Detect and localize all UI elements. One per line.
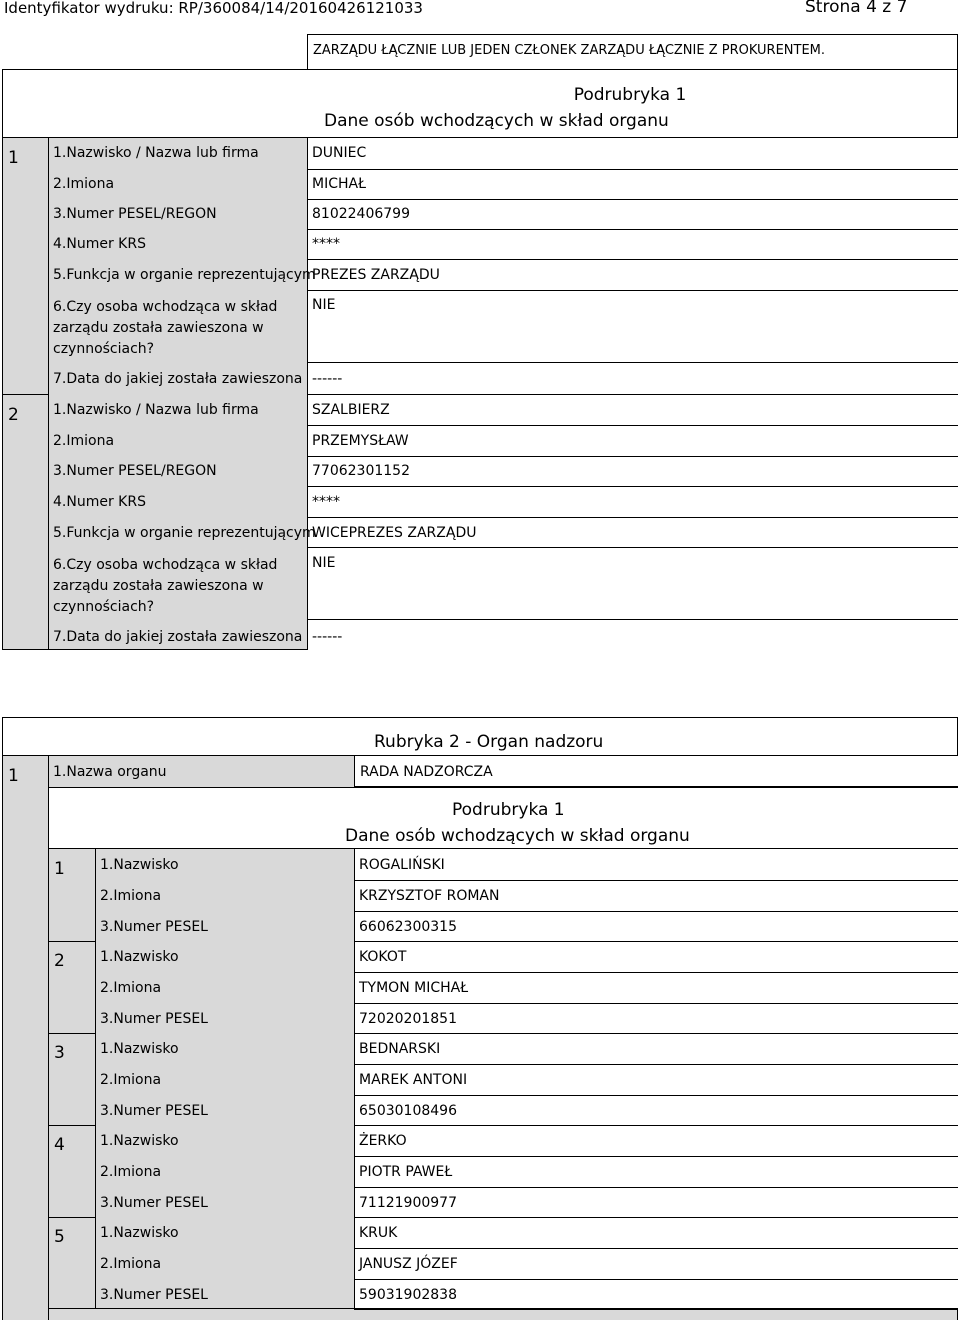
person-2-suspended-cell	[307, 547, 958, 620]
person-2-krs: ****	[312, 494, 340, 510]
top-note-box	[307, 34, 958, 70]
member-4-surname: ŻERKO	[359, 1133, 407, 1149]
member-2-pesel: 72020201851	[359, 1011, 457, 1027]
member-3-pesel: 65030108496	[359, 1103, 457, 1119]
member-3-surname-cell	[354, 1033, 958, 1065]
members-list	[49, 849, 958, 1309]
section1-person-divider	[3, 394, 49, 395]
person-1-krs-label: 4.Numer KRS	[53, 236, 146, 252]
member-5-surname: KRUK	[359, 1225, 398, 1241]
member-1-first_names-label: 2.Imiona	[100, 888, 162, 904]
person-1-krs: ****	[312, 236, 340, 252]
member-divider	[49, 1217, 96, 1218]
member-4-first_names: PIOTR PAWEŁ	[359, 1164, 453, 1180]
member-2-number: 2	[54, 951, 65, 971]
person-2-name: SZALBIERZ	[312, 402, 390, 418]
person-1-firstnames-label: 2.Imiona	[53, 176, 115, 192]
person-2-krs-cell	[307, 486, 958, 518]
member-3-first_names-label: 2.Imiona	[100, 1072, 162, 1088]
member-1-number: 1	[54, 859, 65, 879]
person-2-krs-label: 4.Numer KRS	[53, 494, 146, 510]
member-1-pesel: 66062300315	[359, 919, 457, 935]
section1-subtitle-2: Dane osób wchodzących w skład organu	[324, 111, 669, 131]
person-1-until-label: 7.Data do jakiej została zawieszona	[53, 371, 303, 387]
member-3-first_names: MAREK ANTONI	[359, 1072, 468, 1088]
person-1-pesel: 81022406799	[312, 206, 410, 222]
section2-header	[3, 718, 957, 756]
organ-name: RADA NADZORCZA	[360, 764, 493, 780]
person-2-function-label: 5.Funkcja w organie reprezentującym	[53, 525, 316, 541]
section1-subtitle-1: Podrubryka 1	[573, 85, 687, 105]
member-5-surname-label: 1.Nazwisko	[100, 1225, 179, 1241]
person-2-name-cell	[307, 394, 958, 426]
member-4-pesel-label: 3.Numer PESEL	[100, 1195, 208, 1211]
person-1-function: PREZES ZARZĄDU	[312, 267, 440, 283]
page-number: Strona 4 z 7	[805, 0, 908, 17]
person-2-number: 2	[8, 405, 19, 425]
member-4-first_names-label: 2.Imiona	[100, 1164, 162, 1180]
person-1-pesel-label: 3.Numer PESEL/REGON	[53, 206, 217, 222]
member-4-surname-cell	[354, 1125, 958, 1157]
person-1-firstnames: MICHAŁ	[312, 176, 366, 192]
section2-title: Rubryka 2 - Organ nadzoru	[374, 732, 604, 752]
member-2-surname-cell	[354, 941, 958, 973]
member-divider	[49, 941, 96, 942]
member-1-surname-label: 1.Nazwisko	[100, 857, 179, 873]
person-1-firstnames-cell	[307, 169, 958, 200]
section2-subheader	[49, 787, 958, 849]
member-2-surname: KOKOT	[359, 949, 407, 965]
section2-subtitle-2: Dane osób wchodzących w skład organu	[345, 826, 690, 846]
person-2-until-cell	[307, 619, 958, 650]
person-1-until-cell	[307, 362, 958, 395]
person-2-name-label: 1.Nazwisko / Nazwa lub firma	[53, 402, 259, 418]
member-2-pesel-label: 3.Numer PESEL	[100, 1011, 208, 1027]
member-3-surname-label: 1.Nazwisko	[100, 1041, 179, 1057]
member-1-first_names: KRZYSZTOF ROMAN	[359, 888, 500, 904]
person-1-until: ------	[312, 371, 343, 387]
member-4-pesel: 71121900977	[359, 1195, 457, 1211]
person-1-name-cell	[307, 138, 958, 170]
person-1-krs-cell	[307, 229, 958, 260]
person-2-firstnames: PRZEMYSŁAW	[312, 433, 409, 449]
person-1-name: DUNIEC	[312, 145, 367, 161]
members-bottom-border	[49, 1308, 958, 1309]
person-1-name-label: 1.Nazwisko / Nazwa lub firma	[53, 145, 259, 161]
person-1-suspended-cell	[307, 290, 958, 363]
member-3-surname: BEDNARSKI	[359, 1041, 441, 1057]
section2-number: 1	[8, 766, 19, 786]
organ-name-label: 1.Nazwa organu	[53, 764, 167, 780]
member-divider	[49, 1125, 96, 1126]
print-identifier: Identyfikator wydruku: RP/360084/14/20160426121033	[4, 0, 423, 17]
member-1-surname: ROGALIŃSKI	[359, 857, 445, 873]
member-3-pesel-label: 3.Numer PESEL	[100, 1103, 208, 1119]
person-1-number: 1	[8, 148, 19, 168]
member-4-number: 4	[54, 1135, 65, 1155]
member-5-first_names: JANUSZ JÓZEF	[359, 1256, 458, 1272]
person-2-until-label: 7.Data do jakiej została zawieszona	[53, 629, 303, 645]
top-note-text: ZARZĄDU ŁĄCZNIE LUB JEDEN CZŁONEK ZARZĄDU ŁĄCZNIE Z PROKURENTEM.	[313, 43, 826, 58]
member-5-pesel-label: 3.Numer PESEL	[100, 1287, 208, 1303]
member-3-number: 3	[54, 1043, 65, 1063]
person-2-pesel: 77062301152	[312, 463, 410, 479]
member-5-surname-cell	[354, 1217, 958, 1249]
member-5-pesel: 59031902838	[359, 1287, 457, 1303]
member-5-number: 5	[54, 1227, 65, 1247]
person-2-pesel-label: 3.Numer PESEL/REGON	[53, 463, 217, 479]
member-divider	[49, 1033, 96, 1034]
person-1-suspended: NIE	[312, 297, 336, 313]
member-1-pesel-label: 3.Numer PESEL	[100, 919, 208, 935]
person-1-function-label: 5.Funkcja w organie reprezentującym	[53, 267, 316, 283]
section2-subtitle-1: Podrubryka 1	[452, 800, 565, 820]
section1-subheader	[3, 70, 957, 138]
member-2-surname-label: 1.Nazwisko	[100, 949, 179, 965]
person-1-suspended-label: 6.Czy osoba wchodząca w skład zarządu została zawieszona w czynnościach?	[53, 299, 278, 357]
person-2-suspended-label: 6.Czy osoba wchodząca w skład zarządu została zawieszona w czynnościach?	[53, 557, 278, 615]
member-5-first_names-label: 2.Imiona	[100, 1256, 162, 1272]
member-2-first_names: TYMON MICHAŁ	[359, 980, 469, 996]
person-2-function: WICEPREZES ZARZĄDU	[312, 525, 477, 541]
person-2-firstnames-label: 2.Imiona	[53, 433, 115, 449]
member-2-first_names-label: 2.Imiona	[100, 980, 162, 996]
person-2-until: ------	[312, 629, 343, 645]
member-4-surname-label: 1.Nazwisko	[100, 1133, 179, 1149]
person-2-suspended: NIE	[312, 555, 336, 571]
